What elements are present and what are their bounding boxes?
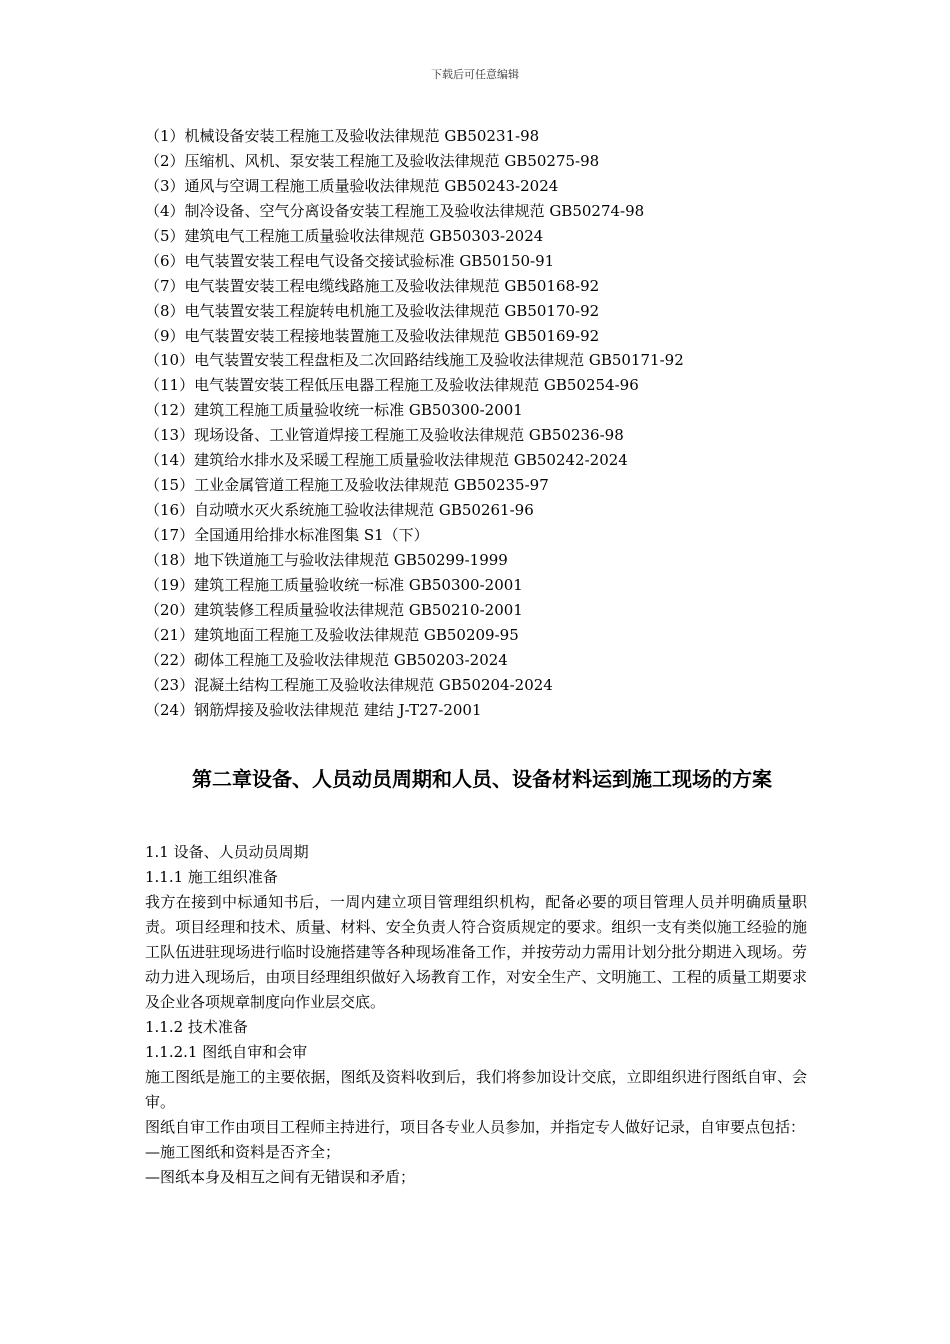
- standard-item-12: （12）建筑工程施工质量验收统一标准 GB50300-2001: [145, 401, 523, 420]
- standard-item-15: （15）工业金属管道工程施工及验收法律规范 GB50235-97: [145, 476, 549, 495]
- section-heading-1-1-2: 1.1.2 技术准备: [145, 1018, 248, 1036]
- standard-item-2: （2）压缩机、风机、泵安装工程施工及验收法律规范 GB50275-98: [145, 151, 600, 170]
- paragraph-self-review: 图纸自审工作由项目工程师主持进行，项目各专业人员参加，并指定专人做好记录，自审要点包括：: [145, 1118, 806, 1136]
- chapter-body: [145, 840, 807, 1190]
- standard-item-1: （1）机械设备安装工程施工及验收法律规范 GB50231-98: [145, 127, 540, 145]
- standard-item-7: （7）电气装置安装工程电缆线路施工及验收法律规范 GB50168-92: [145, 276, 600, 295]
- standard-item-24: （24）钢筋焊接及验收法律规范 建结 J-T27-2001: [145, 700, 482, 719]
- standard-item-10: （10）电气装置安装工程盘柜及二次回路结线施工及验收法律规范 GB50171-92: [145, 351, 684, 370]
- standard-item-23: （23）混凝土结构工程施工及验收法律规范 GB50204-2024: [145, 675, 553, 694]
- standard-item-21: （21）建筑地面工程施工及验收法律规范 GB50209-95: [145, 625, 519, 644]
- paragraph-organization: 我方在接到中标通知书后，一周内建立项目管理组织机构，配备必要的项目管理人员并明确质量职责。项目经理和技术、质量、材料、安全负责人符合资质规定的要求。组织一支有类似施工经验的施工队伍进驻现场进行临时设施搭建等各种现场准备工作，并按劳动力需用计划分批分期进入现场。劳动力进入现场后，由项目经理组织做好入场教育工作，对安全生产、文明施工、工程的质量工期要求及企业各项规章制度向作业层交底。: [145, 893, 807, 1011]
- review-point-1: —施工图纸和资料是否齐全；: [145, 1143, 341, 1161]
- review-point-2: —图纸本身及相互之间有无错误和矛盾；: [145, 1168, 416, 1186]
- standard-item-19: （19）建筑工程施工质量验收统一标准 GB50300-2001: [145, 575, 523, 594]
- standard-item-5: （5）建筑电气工程施工质量验收法律规范 GB50303-2024: [145, 226, 544, 245]
- section-heading-1-1-2-1: 1.1.2.1 图纸自审和会审: [145, 1043, 308, 1061]
- paragraph-drawings: 施工图纸是施工的主要依据，图纸及资料收到后，我们将参加设计交底，立即组织进行图纸自审、会审。: [145, 1068, 807, 1111]
- standard-item-6: （6）电气装置安装工程电气设备交接试验标准 GB50150-91: [145, 251, 555, 270]
- page-header-note: 下载后可任意编辑: [431, 68, 519, 81]
- standards-list: [145, 124, 684, 723]
- standard-item-20: （20）建筑装修工程质量验收法律规范 GB50210-2001: [145, 600, 523, 619]
- standard-item-17: （17）全国通用给排水标准图集 S1（下）: [145, 526, 429, 544]
- standard-item-14: （14）建筑给水排水及采暖工程施工质量验收法律规范 GB50242-2024: [145, 451, 628, 470]
- standard-item-18: （18）地下铁道施工与验收法律规范 GB50299-1999: [145, 550, 508, 569]
- standard-item-4: （4）制冷设备、空气分离设备安装工程施工及验收法律规范 GB50274-98: [145, 201, 645, 220]
- section-heading-1-1-1: 1.1.1 施工组织准备: [145, 868, 278, 886]
- standard-item-22: （22）砌体工程施工及验收法律规范 GB50203-2024: [145, 650, 508, 669]
- standard-item-11: （11）电气装置安装工程低压电器工程施工及验收法律规范 GB50254-96: [145, 376, 639, 395]
- standard-item-16: （16）自动喷水灭火系统施工验收法律规范 GB50261-96: [145, 501, 534, 520]
- standard-item-8: （8）电气装置安装工程旋转电机施工及验收法律规范 GB50170-92: [145, 301, 600, 320]
- standard-item-3: （3）通风与空调工程施工质量验收法律规范 GB50243-2024: [145, 176, 559, 195]
- standard-item-9: （9）电气装置安装工程接地装置施工及验收法律规范 GB50169-92: [145, 326, 600, 345]
- standard-item-13: （13）现场设备、工业管道焊接工程施工及验收法律规范 GB50236-98: [145, 426, 624, 445]
- section-heading-1-1: 1.1 设备、人员动员周期: [145, 843, 309, 861]
- chapter-title: 第二章设备、人员动员周期和人员、设备材料运到施工现场的方案: [192, 767, 772, 791]
